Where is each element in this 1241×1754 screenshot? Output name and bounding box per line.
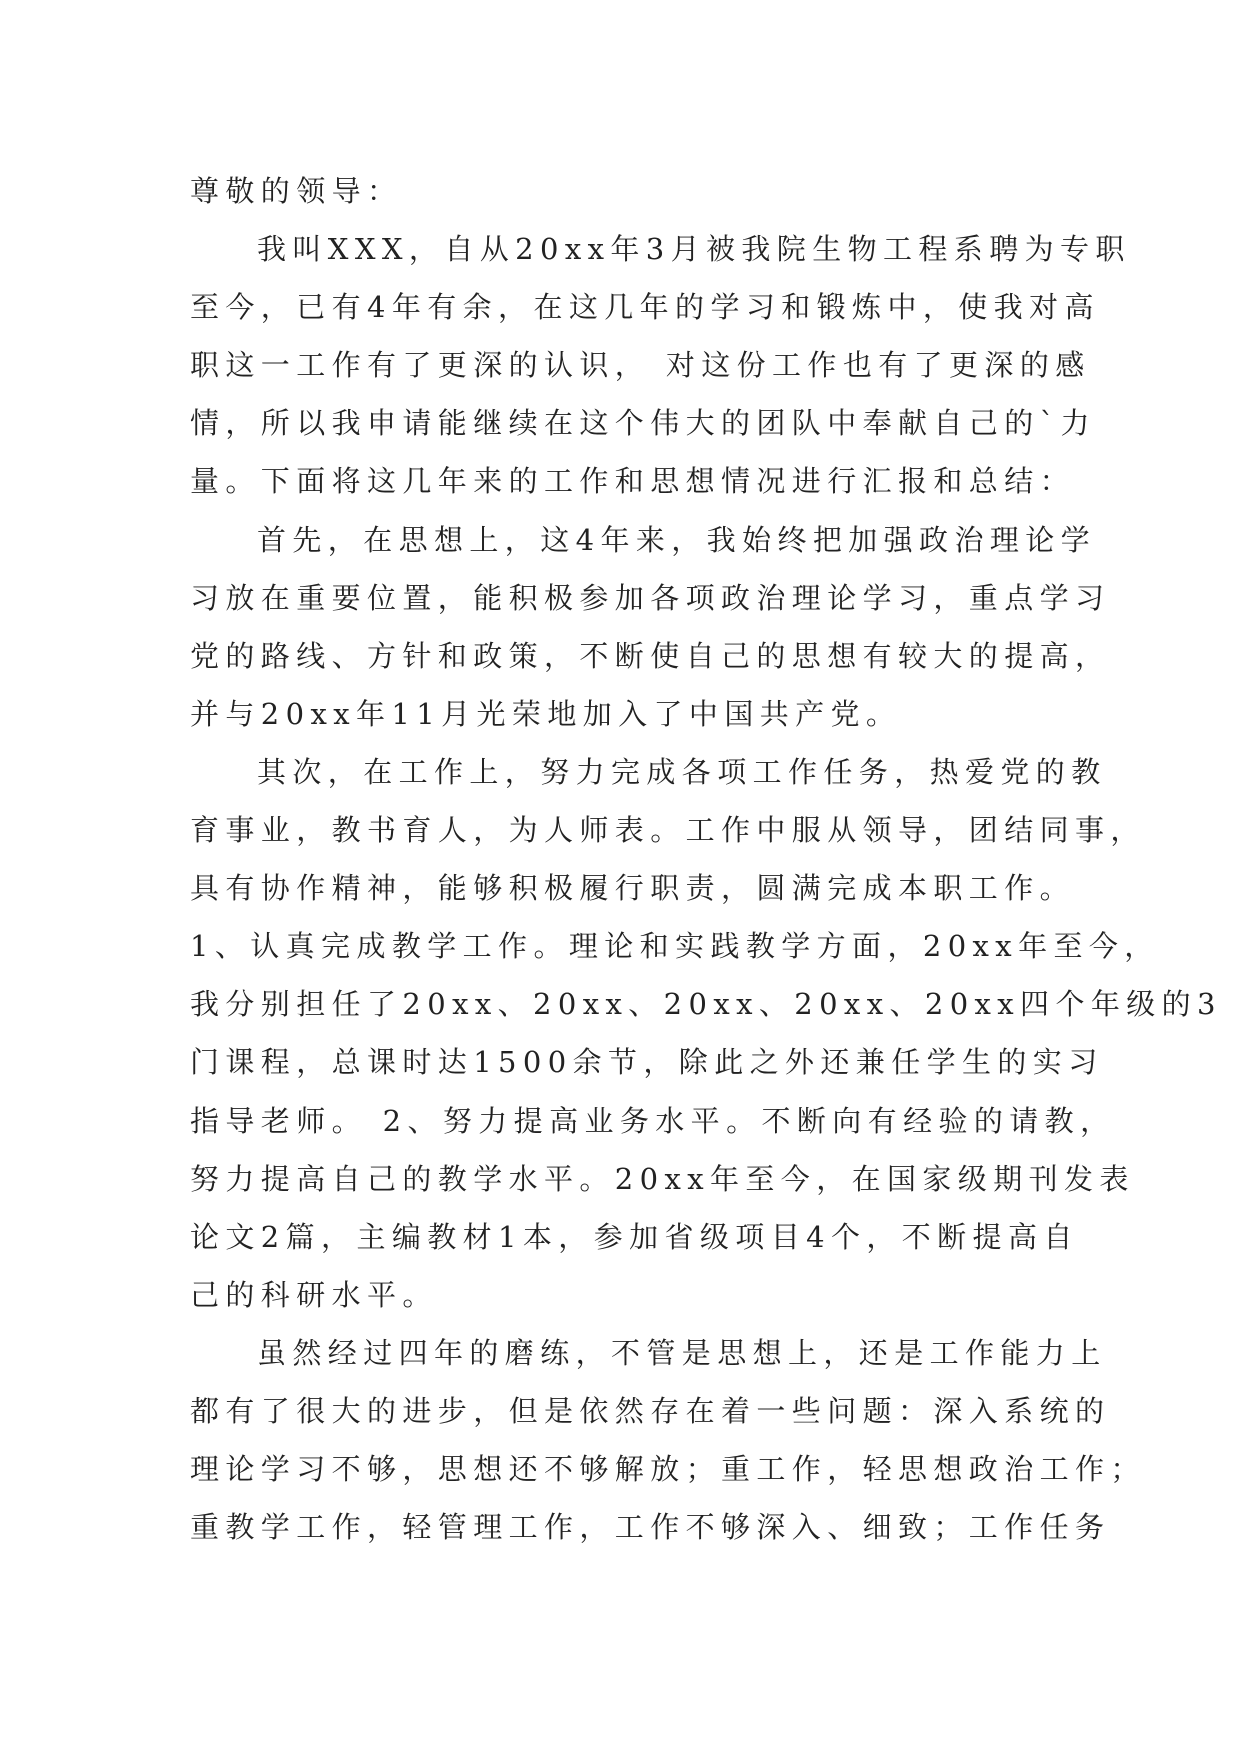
paragraph-line: 其次，在工作上，努力完成各项工作任务，热爱党的教 bbox=[257, 754, 1107, 789]
paragraph-line: 1、认真完成教学工作。理论和实践教学方面，20xx年至今， bbox=[190, 929, 1160, 964]
paragraph-line: 量。下面将这几年来的工作和思想情况进行汇报和总结： bbox=[190, 464, 1076, 499]
paragraph-line: 具有协作精神，能够积极履行职责，圆满完成本职工作。 bbox=[190, 871, 1076, 906]
paragraph-line: 并与20xx年11月光荣地加入了中国共产党。 bbox=[190, 696, 902, 731]
paragraph-line: 努力提高自己的教学水平。20xx年至今，在国家级期刊发表 bbox=[190, 1161, 1135, 1196]
paragraph-line: 党的路线、方针和政策，不断使自己的思想有较大的提高， bbox=[190, 638, 1111, 673]
paragraph-line: 虽然经过四年的磨练，不管是思想上，还是工作能力上 bbox=[257, 1335, 1107, 1370]
paragraph-line: 都有了很大的进步，但是依然存在着一些问题：深入系统的 bbox=[190, 1393, 1111, 1428]
paragraph-line: 职这一工作有了更深的认识， 对这份工作也有了更深的感 bbox=[190, 348, 1091, 383]
paragraph-line: 情，所以我申请能继续在这个伟大的团队中奉献自己的`力 bbox=[190, 406, 1096, 441]
paragraph-line: 我叫XXX，自从20xx年3月被我院生物工程系聘为专职 bbox=[257, 232, 1131, 267]
paragraph-line: 我分别担任了20xx、20xx、20xx、20xx、20xx四个年级的3 bbox=[190, 987, 1222, 1022]
salutation: 尊敬的领导： bbox=[190, 174, 403, 208]
paragraph-line: 重教学工作，轻管理工作，工作不够深入、细致；工作任务 bbox=[190, 1510, 1111, 1545]
paragraph-line: 首先，在思想上，这4年来，我始终把加强政治理论学 bbox=[257, 522, 1097, 557]
paragraph-line: 论文2篇，主编教材1本，参加省级项目4个，不断提高自 bbox=[190, 1219, 1079, 1254]
paragraph-line: 指导老师。 2、努力提高业务水平。不断向有经验的请教， bbox=[190, 1103, 1116, 1138]
paragraph-line: 己的科研水平。 bbox=[190, 1277, 438, 1312]
paragraph-line: 育事业，教书育人，为人师表。工作中服从领导，团结同事， bbox=[190, 813, 1146, 848]
paragraph-line: 习放在重要位置，能积极参加各项政治理论学习，重点学习 bbox=[190, 580, 1111, 615]
letter-body bbox=[190, 162, 1222, 1556]
paragraph-line: 理论学习不够，思想还不够解放；重工作，轻思想政治工作； bbox=[190, 1452, 1146, 1487]
paragraph-line: 门课程，总课时达1500余节，除此之外还兼任学生的实习 bbox=[190, 1045, 1104, 1080]
paragraph-line: 至今，已有4年有余，在这几年的学习和锻炼中，使我对高 bbox=[190, 290, 1100, 325]
